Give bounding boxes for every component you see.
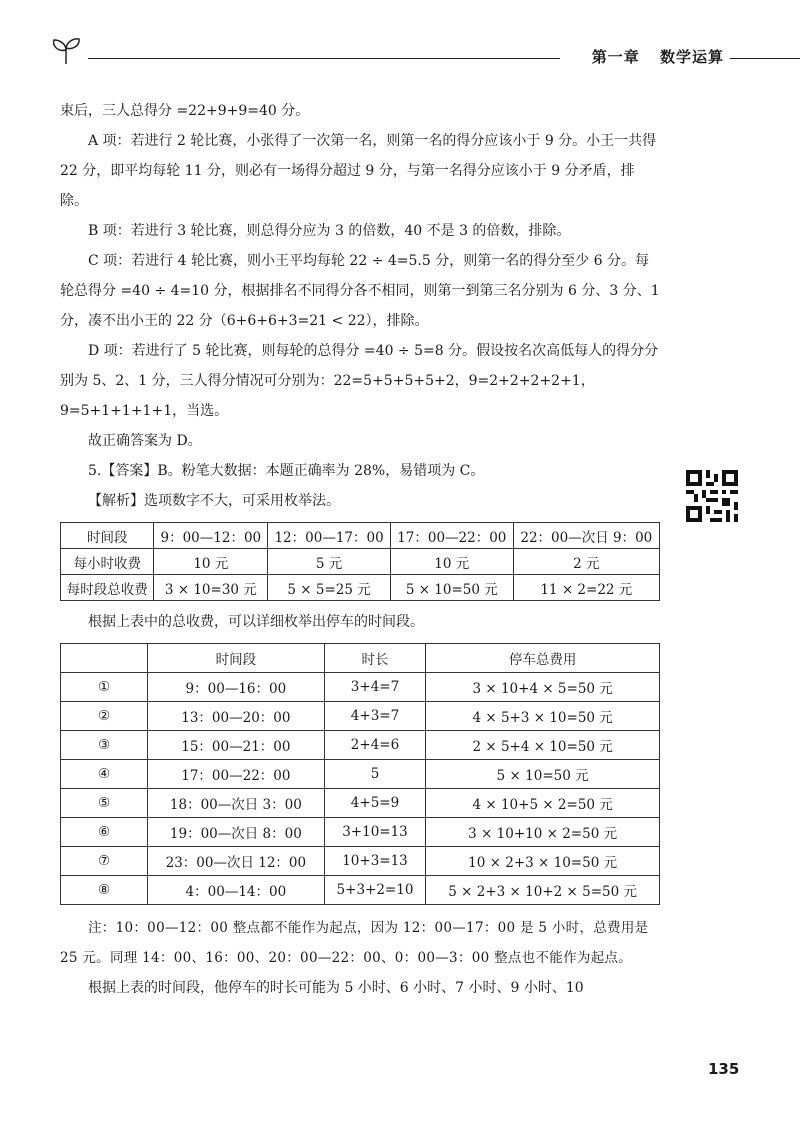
table-row — [61, 702, 660, 731]
fee-table-row — [61, 549, 660, 575]
time-period-cell: 9：00—16：00 — [148, 673, 325, 702]
total-fee-cell: 3 × 10+4 × 5=50 元 — [426, 673, 660, 702]
paragraph: A 项：若进行 2 轮比赛，小张得了一次第一名，则第一名的得分应该小于 9 分。小王一共得 22 分，即平均每轮 11 分，则必有一场得分超过 9 分，与第一名得分应该小于 9 分矛盾，排除。 — [60, 133, 657, 209]
fee-table-row — [61, 575, 660, 601]
enum-table-header-row — [61, 644, 660, 673]
row-index: ⑦ — [61, 847, 148, 876]
total-fee-cell: 5 × 2+3 × 10+2 × 5=50 元 — [426, 876, 660, 905]
chapter-label: 第一章 — [591, 48, 640, 66]
enum-table — [60, 643, 660, 905]
duration-cell: 5 — [324, 760, 426, 789]
table-row — [61, 673, 660, 702]
total-fee-cell: 3 × 10+10 × 2=50 元 — [426, 818, 660, 847]
column-header: 时长 — [324, 644, 426, 673]
paragraph: 故正确答案为 D。 — [88, 433, 202, 449]
total-fee-cell: 10 × 2+3 × 10=50 元 — [426, 847, 660, 876]
answer-paragraph: 5.【答案】B。粉笔大数据：本题正确率为 28%，易错项为 C。 — [88, 463, 485, 479]
row-index: ③ — [61, 731, 148, 760]
paragraph: B 项：若进行 3 轮比赛，则总得分应为 3 的倍数，40 不是 3 的倍数，排除。 — [88, 223, 571, 239]
duration-cell: 4+3=7 — [324, 702, 426, 731]
time-period-cell: 23：00—次日 12：00 — [148, 847, 325, 876]
page-header — [48, 36, 760, 76]
fee-cell: 12：00—17：00 — [268, 523, 391, 549]
column-header: 时间段 — [148, 644, 325, 673]
total-fee-cell: 4 × 5+3 × 10=50 元 — [426, 702, 660, 731]
paragraph: 根据上表中的总收费，可以详细枚举出停车的时间段。 — [88, 614, 424, 630]
qr-code-icon[interactable] — [686, 470, 738, 522]
time-period-cell: 15：00—21：00 — [148, 731, 325, 760]
page-number: 135 — [708, 1060, 740, 1078]
row-index: ⑥ — [61, 818, 148, 847]
fee-cell: 3 × 10=30 元 — [154, 575, 268, 601]
column-header — [61, 644, 148, 673]
time-period-cell: 13：00—20：00 — [148, 702, 325, 731]
total-fee-cell: 5 × 10=50 元 — [426, 760, 660, 789]
row-index: ④ — [61, 760, 148, 789]
header-rule-left — [88, 58, 560, 59]
total-fee-cell: 2 × 5+4 × 10=50 元 — [426, 731, 660, 760]
paragraph: D 项：若进行了 5 轮比赛，则每轮的总得分 =40 ÷ 5=8 分。假设按名次高低每人的得分分别为 5、2、1 分，三人得分情况可分别为：22=5+5+5+5+2，9=2+2+2+2+1，9=5+1+1+1+1，当选。 — [60, 343, 659, 419]
fee-cell: 22：00—次日 9：00 — [513, 523, 659, 549]
header-title — [592, 46, 724, 67]
time-period-cell: 4：00—14：00 — [148, 876, 325, 905]
duration-cell: 4+5=9 — [324, 789, 426, 818]
row-index: ② — [61, 702, 148, 731]
page-body — [60, 96, 660, 1003]
header-rule-right — [730, 58, 800, 59]
fee-cell: 17：00—22：00 — [390, 523, 513, 549]
fee-cell: 11 × 2=22 元 — [513, 575, 659, 601]
time-period-cell: 18：00—次日 3：00 — [148, 789, 325, 818]
duration-cell: 2+4=6 — [324, 731, 426, 760]
leaf-icon — [48, 36, 84, 66]
column-header: 停车总费用 — [426, 644, 660, 673]
table-row — [61, 818, 660, 847]
time-period-cell: 17：00—22：00 — [148, 760, 325, 789]
table-row — [61, 789, 660, 818]
fee-table — [60, 522, 660, 601]
duration-cell: 3+4=7 — [324, 673, 426, 702]
duration-cell: 3+10=13 — [324, 818, 426, 847]
fee-row-label: 每时段总收费 — [61, 575, 154, 601]
duration-cell: 5+3+2=10 — [324, 876, 426, 905]
time-period-cell: 19：00—次日 8：00 — [148, 818, 325, 847]
table-row — [61, 876, 660, 905]
note-paragraph: 注：10：00—12：00 整点都不能作为起点，因为 12：00—17：00 是 5 小时，总费用是 25 元。同理 14：00、16：00、20：00—22：00、0：00—3：00 整点也不能作为起点。 — [60, 920, 649, 966]
row-index: ① — [61, 673, 148, 702]
fee-cell: 5 × 5=25 元 — [268, 575, 391, 601]
analysis-paragraph: 【解析】选项数字不大，可采用枚举法。 — [88, 493, 340, 509]
fee-cell: 5 元 — [268, 549, 391, 575]
row-index: ⑧ — [61, 876, 148, 905]
table-row — [61, 760, 660, 789]
fee-cell: 10 元 — [154, 549, 268, 575]
table-row — [61, 731, 660, 760]
fee-cell: 9：00—12：00 — [154, 523, 268, 549]
paragraph: 束后，三人总得分 =22+9+9=40 分。 — [60, 103, 310, 119]
fee-cell: 10 元 — [390, 549, 513, 575]
duration-cell: 10+3=13 — [324, 847, 426, 876]
fee-cell: 2 元 — [513, 549, 659, 575]
total-fee-cell: 4 × 10+5 × 2=50 元 — [426, 789, 660, 818]
section-label: 数学运算 — [659, 48, 724, 66]
fee-row-label: 时间段 — [61, 523, 154, 549]
paragraph: 根据上表的时间段，他停车的时长可能为 5 小时、6 小时、7 小时、9 小时、10 — [88, 980, 584, 996]
paragraph: C 项：若进行 4 轮比赛，则小王平均每轮 22 ÷ 4=5.5 分，则第一名的得分至少 6 分。每轮总得分 =40 ÷ 4=10 分，根据排名不同得分各不相同，则第一到第三名分别为 6 分、3 分、1 分，凑不出小王的 22 分（6+6+6+3=21 < 22），排除。 — [60, 253, 660, 329]
fee-table-row — [61, 523, 660, 549]
table-row — [61, 847, 660, 876]
fee-row-label: 每小时收费 — [61, 549, 154, 575]
row-index: ⑤ — [61, 789, 148, 818]
fee-cell: 5 × 10=50 元 — [390, 575, 513, 601]
